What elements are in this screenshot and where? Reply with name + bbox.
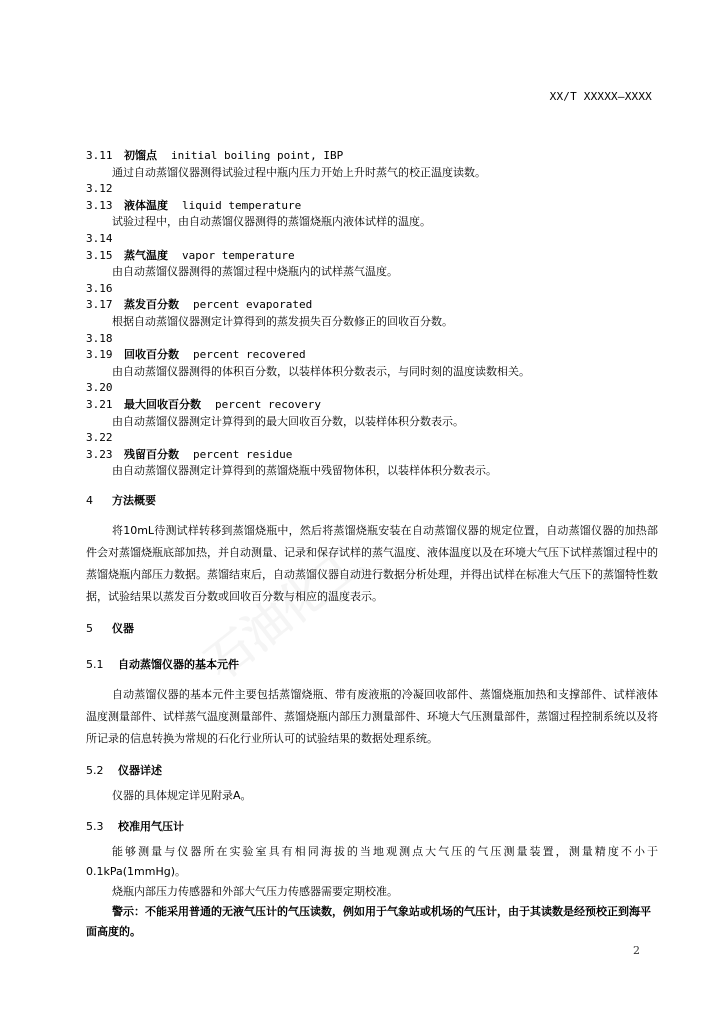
definition-heading	[86, 430, 658, 447]
section-5-1-paragraph: 自动蒸馏仪器的基本元件主要包括蒸馏烧瓶、带有废液瓶的冷凝回收部件、蒸馏烧瓶加热和支撑部件、试样液体温度测量部件、试样蒸气温度测量部件、蒸馏烧瓶内部压力测量部件、环境大气压测量部件，蒸馏过程控制系统以及将所记录的信息转换为常规的石化行业所认可的试验结果的数据处理系统。	[86, 687, 658, 745]
definition-number: 3.20	[86, 381, 113, 395]
section-title: 校准用气压计	[118, 819, 184, 833]
section-5-2-heading	[86, 756, 658, 786]
definition-number: 3.13	[86, 198, 113, 212]
definition-term: 液体温度	[124, 198, 168, 212]
section-number: 5.1	[86, 657, 104, 671]
definition-heading	[86, 380, 658, 397]
document-body	[86, 148, 658, 942]
section-5-3-paragraph-2: 烧瓶内部压力传感器和外部大气压力传感器需要定期校准。	[112, 884, 398, 898]
document-code-header: XX/T XXXXX—XXXX	[549, 90, 652, 103]
definition-number: 3.21	[86, 397, 113, 411]
definition-text: 试验过程中，由自动蒸馏仪器测得的蒸馏烧瓶内液体试样的温度。	[112, 215, 431, 229]
section-number: 4	[86, 493, 93, 507]
definition-text: 由自动蒸馏仪器测得的蒸馏过程中烧瓶内的试样蒸气温度。	[112, 265, 398, 279]
definition-english-term: vapor temperature	[182, 248, 295, 262]
definition-number: 3.16	[86, 281, 113, 295]
section-title: 自动蒸馏仪器的基本元件	[118, 657, 239, 671]
page-number: 2	[633, 944, 640, 957]
definition-number: 3.14	[86, 231, 113, 245]
definition-english-term: initial boiling point, IBP	[171, 149, 344, 162]
definition-number: 3.12	[86, 182, 113, 196]
section-number: 5.3	[86, 819, 104, 833]
section-5-2-paragraph: 仪器的具体规定详见附录A。	[112, 788, 252, 802]
section-4-heading	[86, 486, 658, 516]
section-number: 5	[86, 621, 93, 635]
definition-english-term: percent recovered	[193, 348, 306, 362]
section-5-1-heading	[86, 650, 658, 680]
definition-number: 3.22	[86, 431, 113, 445]
definition-heading	[86, 231, 658, 248]
definition-term: 蒸气温度	[124, 248, 168, 262]
section-5-3-heading	[86, 812, 658, 842]
definition-text: 由自动蒸馏仪器测得的体积百分数，以装样体积分数表示，与同时刻的温度读数相关。	[112, 364, 530, 378]
definition-english-term: percent evaporated	[193, 298, 313, 312]
definition-heading	[86, 331, 658, 348]
definition-number: 3.23	[86, 447, 113, 461]
definition-english-term: percent recovery	[215, 397, 321, 411]
warning-note: 警示：不能采用普通的无液气压计的气压读数，例如用于气象站或机场的气压计，由于其读数是经预校正到海平面高度的。	[86, 904, 651, 938]
definition-heading	[86, 397, 658, 414]
definition-text: 由自动蒸馏仪器测定计算得到的蒸馏烧瓶中残留物体积，以装样体积分数表示。	[112, 464, 497, 478]
definition-number: 3.11	[86, 149, 113, 162]
definition-heading	[86, 347, 658, 364]
section-title: 仪器	[112, 621, 134, 635]
section-title: 方法概要	[112, 493, 156, 507]
section-5-3-paragraph-1: 能够测量与仪器所在实验室具有相同海拔的当地观测点大气压的气压测量装置，测量精度不小于0.1kPa(1mmHg)。	[86, 844, 658, 878]
definition-heading	[86, 248, 658, 265]
definition-term: 蒸发百分数	[124, 298, 179, 312]
definition-term: 最大回收百分数	[124, 397, 201, 411]
section-5-heading	[86, 614, 658, 644]
section-4-paragraph: 将10mL待测试样转移到蒸馏烧瓶中，然后将蒸馏烧瓶安装在自动蒸馏仪器的规定位置，自动蒸馏仪器的加热部件会对蒸馏烧瓶底部加热，并自动测量、记录和保存试样的蒸气温度、液体温度以及在环境大气压下试样蒸馏过程中的蒸馏烧瓶内部压力数据。蒸馏结束后，自动蒸馏仪器自动进行数据分析处理，并得出试样在标准大气压下的蒸馏特性数据，试验结果以蒸发百分数或回收百分数与相应的温度表示。	[86, 523, 658, 603]
section-number: 5.2	[86, 763, 104, 777]
definition-number: 3.18	[86, 331, 113, 345]
definition-heading	[86, 148, 658, 165]
definition-heading	[86, 198, 658, 215]
definition-text: 通过自动蒸馏仪器测得试验过程中瓶内压力开始上升时蒸气的校正温度读数。	[112, 165, 486, 179]
definition-term: 初馏点	[124, 149, 157, 162]
definition-term: 回收百分数	[124, 348, 179, 362]
definition-english-term: percent residue	[193, 447, 293, 461]
definition-heading	[86, 181, 658, 198]
definition-text: 根据自动蒸馏仪器测定计算得到的蒸发损失百分数修正的回收百分数。	[112, 314, 453, 328]
definition-heading	[86, 281, 658, 298]
definition-heading	[86, 297, 658, 314]
section-title: 仪器详述	[118, 763, 162, 777]
definition-term: 残留百分数	[124, 447, 179, 461]
definitions-list	[86, 148, 658, 480]
definition-text: 由自动蒸馏仪器测定计算得到的最大回收百分数，以装样体积分数表示。	[112, 414, 464, 428]
definition-english-term: liquid temperature	[182, 198, 302, 212]
definition-heading	[86, 447, 658, 464]
definition-number: 3.15	[86, 248, 113, 262]
definition-number: 3.17	[86, 298, 113, 312]
definition-number: 3.19	[86, 348, 113, 362]
